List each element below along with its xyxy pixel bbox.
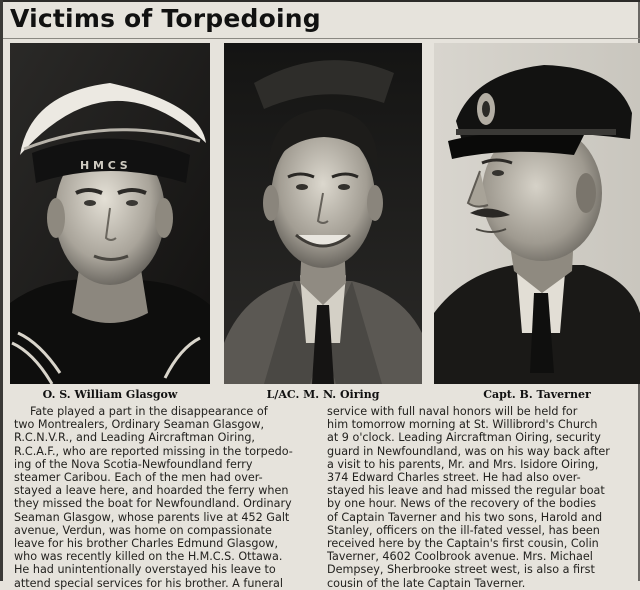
article-line: Taverner, 4602 Coolbrook avenue. Mrs. Michael (327, 550, 593, 564)
article-line: Seaman Glasgow, whose parents live at 452 Galt (14, 510, 290, 524)
article-column-left (14, 405, 309, 590)
photo-captain (434, 43, 640, 384)
article-line: two Montrealers, Ordinary Seaman Glasgow, (14, 418, 265, 432)
caption-oiring: L/AC. M. N. Oiring (266, 388, 380, 401)
article-line: by one hour. News of the recovery of the bodies (327, 497, 597, 511)
caption-taverner: Capt. B. Taverner (483, 388, 591, 401)
article-line: leave for his brother Charles Edmund Glasgow, (14, 537, 278, 551)
aircraftman-portrait-image (224, 43, 422, 384)
headline: Victims of Torpedoing (10, 4, 321, 33)
article-line: stayed a leave here, and hoarded the ferry when (14, 484, 289, 498)
article-line: guard in Newfoundland, was on his way back after (327, 444, 610, 458)
article-column-right (327, 405, 637, 590)
article-line: stayed his leave and had missed the regular boat (327, 484, 605, 498)
top-rule (3, 0, 640, 2)
article-line: attend special services for his brother. A funeral (14, 576, 283, 590)
article-line: R.C.N.V.R., and Leading Aircraftman Oiring, (14, 431, 255, 445)
captain-portrait-image (434, 43, 640, 384)
article-line: steamer Caribou. Each of the men had over- (14, 471, 263, 485)
article-line: service with full naval honors will be held for (327, 405, 578, 418)
article-line: R.C.A.F., who are reported missing in the torpedo- (14, 444, 293, 458)
article-line: they missed the boat for Newfoundland. Ordinary (14, 497, 292, 511)
photo-sailor (10, 43, 210, 384)
article-line: He had unintentionally overstayed his leave to (14, 563, 276, 577)
headline-rule (3, 38, 640, 39)
caption-glasgow: O. S. William Glasgow (42, 388, 178, 401)
article-line: ing of the Nova Scotia-Newfoundland ferry (14, 457, 253, 471)
article-line: avenue, Verdun, was home on compassionate (14, 523, 272, 537)
article-line: him tomorrow morning at St. Willibrord's Church (327, 418, 598, 432)
photo-aircraftman (224, 43, 422, 384)
article-line: who was recently killed on the H.M.C.S. Ottawa. (14, 550, 283, 564)
article-line: cousin of the late Captain Taverner. (327, 576, 526, 590)
article-line: a visit to his parents, Mr. and Mrs. Isidore Oiring, (327, 457, 599, 471)
article-line: received here by the Captain's first cousin, Colin (327, 537, 599, 551)
article-line: of Captain Taverner and his two sons, Harold and (327, 510, 603, 524)
sailor-portrait-image (10, 43, 210, 384)
article-line: Dempsey, Sherbrooke street west, is also a first (327, 563, 595, 577)
hat-band-text: H M C S (80, 159, 128, 172)
article-line: Stanley, officers on the ill-fated vessel, has been (327, 523, 600, 537)
article-line: 374 Edward Charles street. He had also over- (327, 471, 581, 485)
article-line: at 9 o'clock. Leading Aircraftman Oiring, security (327, 431, 601, 445)
article-line: Fate played a part in the disappearance of (30, 405, 268, 418)
